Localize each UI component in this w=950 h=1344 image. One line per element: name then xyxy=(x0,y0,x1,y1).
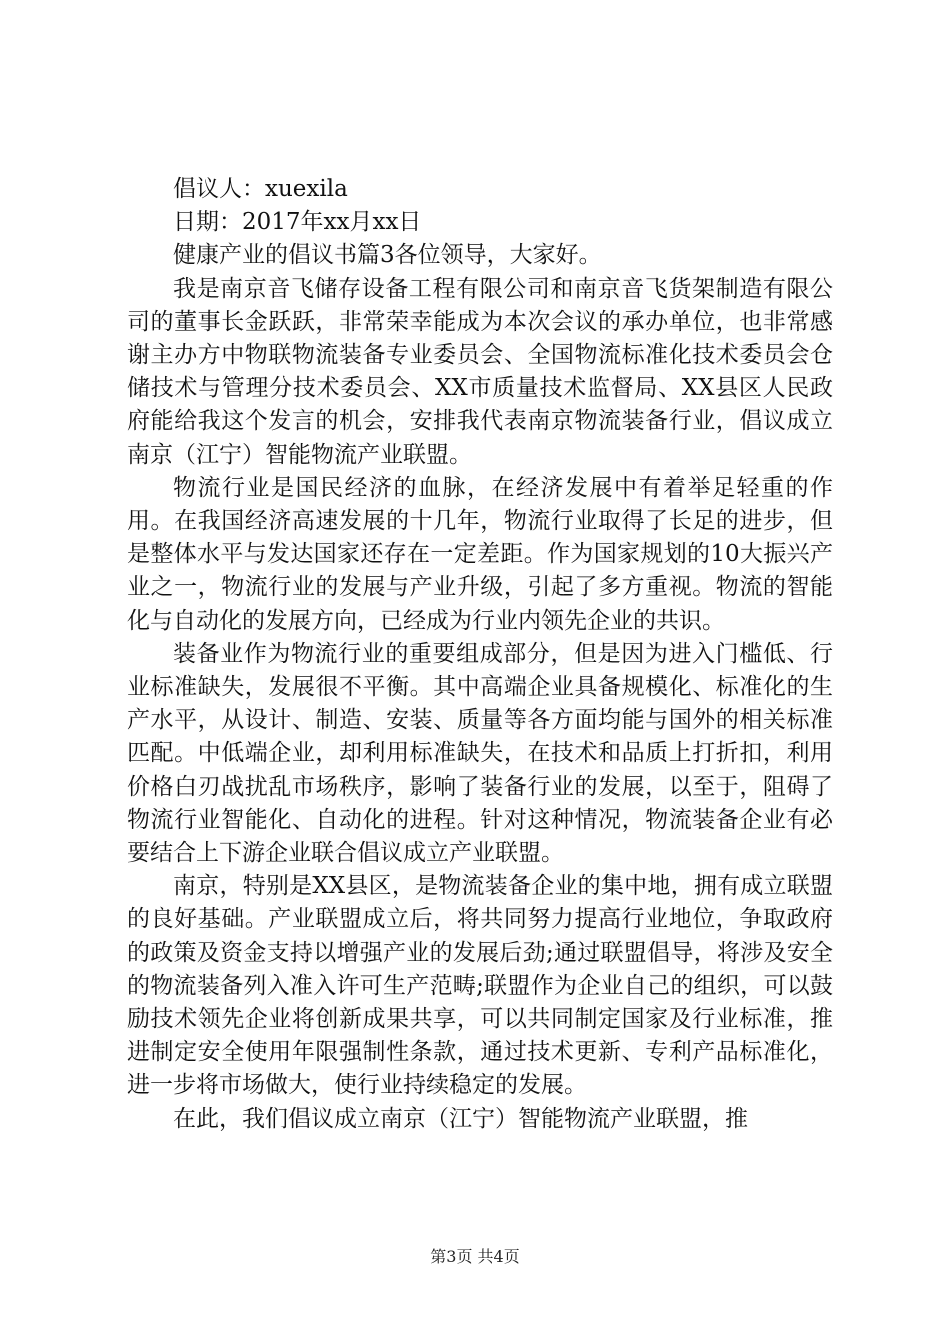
body-paragraph: 南京，特别是XX县区，是物流装备企业的集中地，拥有成立联盟的良好基础。产业联盟成立后，将共同努力提高行业地位，争取政府的政策及资金支持以增强产业的发展后劲;通过联盟倡导，将涉及安全的物流装备列入准入许可生产范畴;联盟作为企业自己的组织，可以鼓励技术领先企业将创新成果共享，可以共同制定国家及行业标准，推进制定安全使用年限强制性条款，通过技术更新、专利产品标准化，进一步将市场做大，使行业持续稳定的发展。 xyxy=(127,873,833,1099)
body-paragraph: 装备业作为物流行业的重要组成部分，但是因为进入门槛低、行业标准缺失，发展很不平衡。其中高端企业具备规模化、标准化的生产水平，从设计、制造、安装、质量等各方面均能与国外的相关标准匹配。中低端企业，却利用标准缺失，在技术和品质上打折扣，利用价格白刃战扰乱市场秩序，影响了装备行业的发展，以至于，阻碍了物流行业智能化、自动化的进程。针对这种情况，物流装备企业有必要结合上下游企业联合倡议成立产业联盟。 xyxy=(127,640,833,867)
document-body xyxy=(127,173,833,1136)
body-paragraph: 在此，我们倡议成立南京（江宁）智能物流产业联盟，推 xyxy=(173,1105,748,1132)
signatory-line: 倡议人：xuexila xyxy=(173,176,348,202)
body-paragraph: 我是南京音飞储存设备工程有限公司和南京音飞货架制造有限公司的董事长金跃跃，非常荣幸能成为本次会议的承办单位，也非常感谢主办方中物联物流装备专业委员会、全国物流标准化技术委员会仓储技术与管理分技术委员会、XX市质量技术监督局、XX县区人民政府能给我这个发言的机会，安排我代表南京物流装备行业，倡议成立南京（江宁）智能物流产业联盟。 xyxy=(127,275,833,468)
date-line: 日期：2017年xx月xx日 xyxy=(173,209,422,236)
section-heading-line: 健康产业的倡议书篇3各位领导，大家好。 xyxy=(173,242,602,269)
body-paragraph: 物流行业是国民经济的血脉，在经济发展中有着举足轻重的作用。在我国经济高速发展的十几年，物流行业取得了长足的进步，但是整体水平与发达国家还存在一定差距。作为国家规划的10大振兴产业之一，物流行业的发展与产业升级，引起了多方重视。物流的智能化与自动化的发展方向，已经成为行业内领先企业的共识。 xyxy=(127,474,833,634)
page-footer: 第3页 共4页 xyxy=(430,1247,520,1266)
